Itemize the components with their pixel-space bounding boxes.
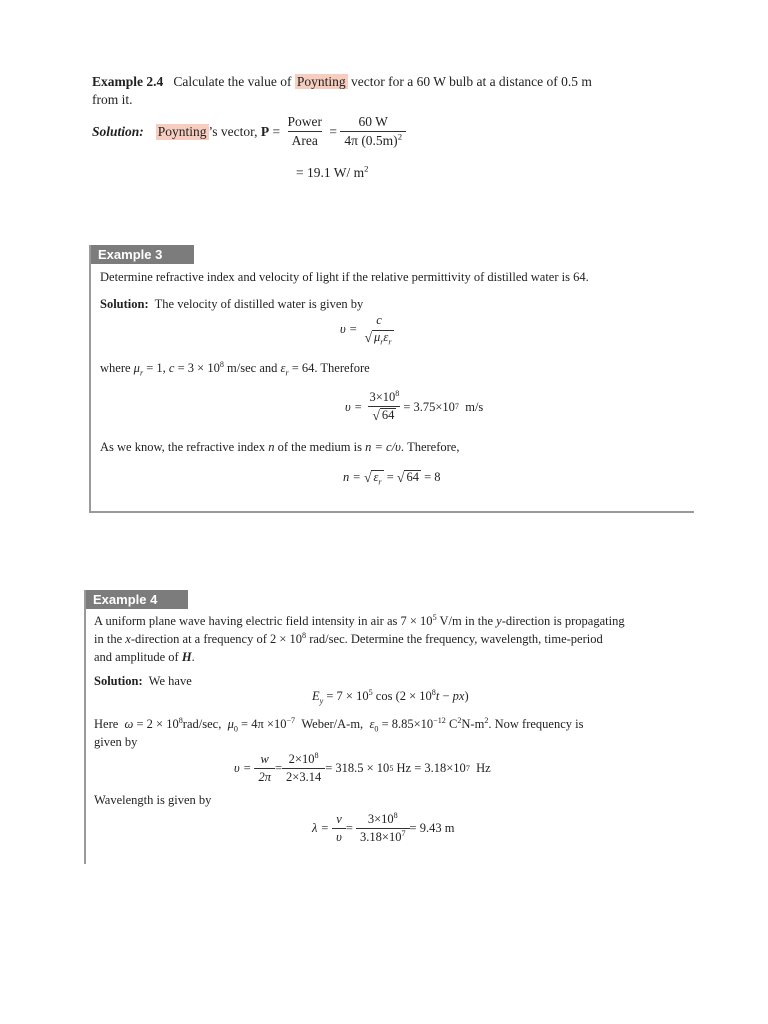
sqrt-symbol: √ 64	[396, 470, 419, 486]
refractive-index-text: As we know, the refractive index n of the medium is n = c/υ. Therefore,	[100, 440, 460, 454]
velocity-result: υ = $3\times 10^8$ √ 64 = 3.75×10 7 m/s	[345, 388, 484, 423]
example-2-4-solution: Solution: Poynting ’s vector, P = $\frac{\text{Power}}{\text{Area}}$ = $\frac{60 W}{4\pi (0.5m)^2}$	[92, 114, 406, 149]
solution-label: Solution:	[100, 297, 149, 311]
where-line: where $\mu_r = 1$, $c = 3 \times 10^8$ m/sec and $\varepsilon_r = 64$. Therefore	[100, 359, 370, 378]
velocity-formula: υ = c √ $\mu_r\varepsilon_r$	[340, 313, 392, 347]
solution-label: Solution:	[94, 674, 143, 688]
example-3-left-border	[89, 245, 91, 513]
refractive-index-result: n = √ $\varepsilon_r$ = √ 64 = 8	[343, 470, 441, 487]
sqrt-symbol: √ $\mu_r\varepsilon_r$	[364, 330, 392, 347]
example-3-solution: Solution: The velocity of distilled water is given by	[100, 297, 364, 311]
example-4-question-line3: and amplitude of H.	[94, 650, 195, 664]
wavelength-formula: λ = $\frac{v}{\upsilon}$ = $\frac{3\times 10^8}{3.18\times 10^7}$ = 9.43 m	[312, 810, 455, 844]
sqrt-symbol: √ $\varepsilon_r$	[363, 470, 382, 487]
example-4-question-line1: A uniform plane wave having electric field intensity in air as $7 \times 10^5$ V/m in the y-direction is propagating	[94, 612, 625, 628]
example-4-solution: Solution: We have	[94, 674, 192, 688]
highlighted-term: Poynting	[296, 74, 346, 89]
here-line: Here $\omega = 2 \times 10^8rad/\sec$, $\mu_0 = 4\pi \times 10^{-7}$ Weber/A-m, $\varepsilon_0 = 8.85\times 10^{-12}$ $C^2N-m^2$. Now frequency is	[94, 715, 584, 734]
solution-label: Solution:	[92, 123, 144, 139]
example-3-question: Determine refractive index and velocity of light if the relative permittivity of distilled water is 64.	[100, 270, 589, 284]
given-by: given by	[94, 735, 138, 749]
example-2-4-question: Example 2.4 Calculate the value of Poynting vector for a 60 W bulb at a distance of 0.5 m	[92, 74, 592, 89]
example-3-bottom-border	[89, 511, 694, 513]
example-2-4-question-line2: from it.	[92, 92, 133, 107]
fraction-power-area: $\frac{\text{Power}}{\text{Area}}$	[287, 114, 322, 148]
fraction-60w: $\frac{60 W}{4\pi (0.5m)^2}$	[340, 114, 406, 149]
wavelength-text: Wavelength is given by	[94, 793, 212, 807]
example-4-tab: Example 4	[85, 590, 188, 609]
example-label: Example 2.4	[92, 74, 164, 89]
highlighted-term: Poynting	[157, 123, 207, 139]
electric-field-equation: $E_y = 7 \times 10^5$ $\cos (2 \times 10^8t - px)$	[312, 687, 469, 706]
example-4-question-line2: in the x-direction at a frequency of $2 \times 10^8$ rad/sec. Determine the frequency, wavelength, time-period	[94, 630, 603, 646]
example-2-4-result: = 19.1 W/ $m^2$	[296, 163, 369, 180]
example-3-tab: Example 3	[90, 245, 194, 264]
example-4-left-border	[84, 590, 86, 864]
sqrt-symbol: √ 64	[372, 408, 395, 423]
frequency-formula: υ = $\frac{w}{2\pi}$ = $\frac{2\times 10^8}{2\times 3.14}$ = 318.5 × 10 5 Hz = 3.18×10 7 Hz	[234, 750, 491, 784]
